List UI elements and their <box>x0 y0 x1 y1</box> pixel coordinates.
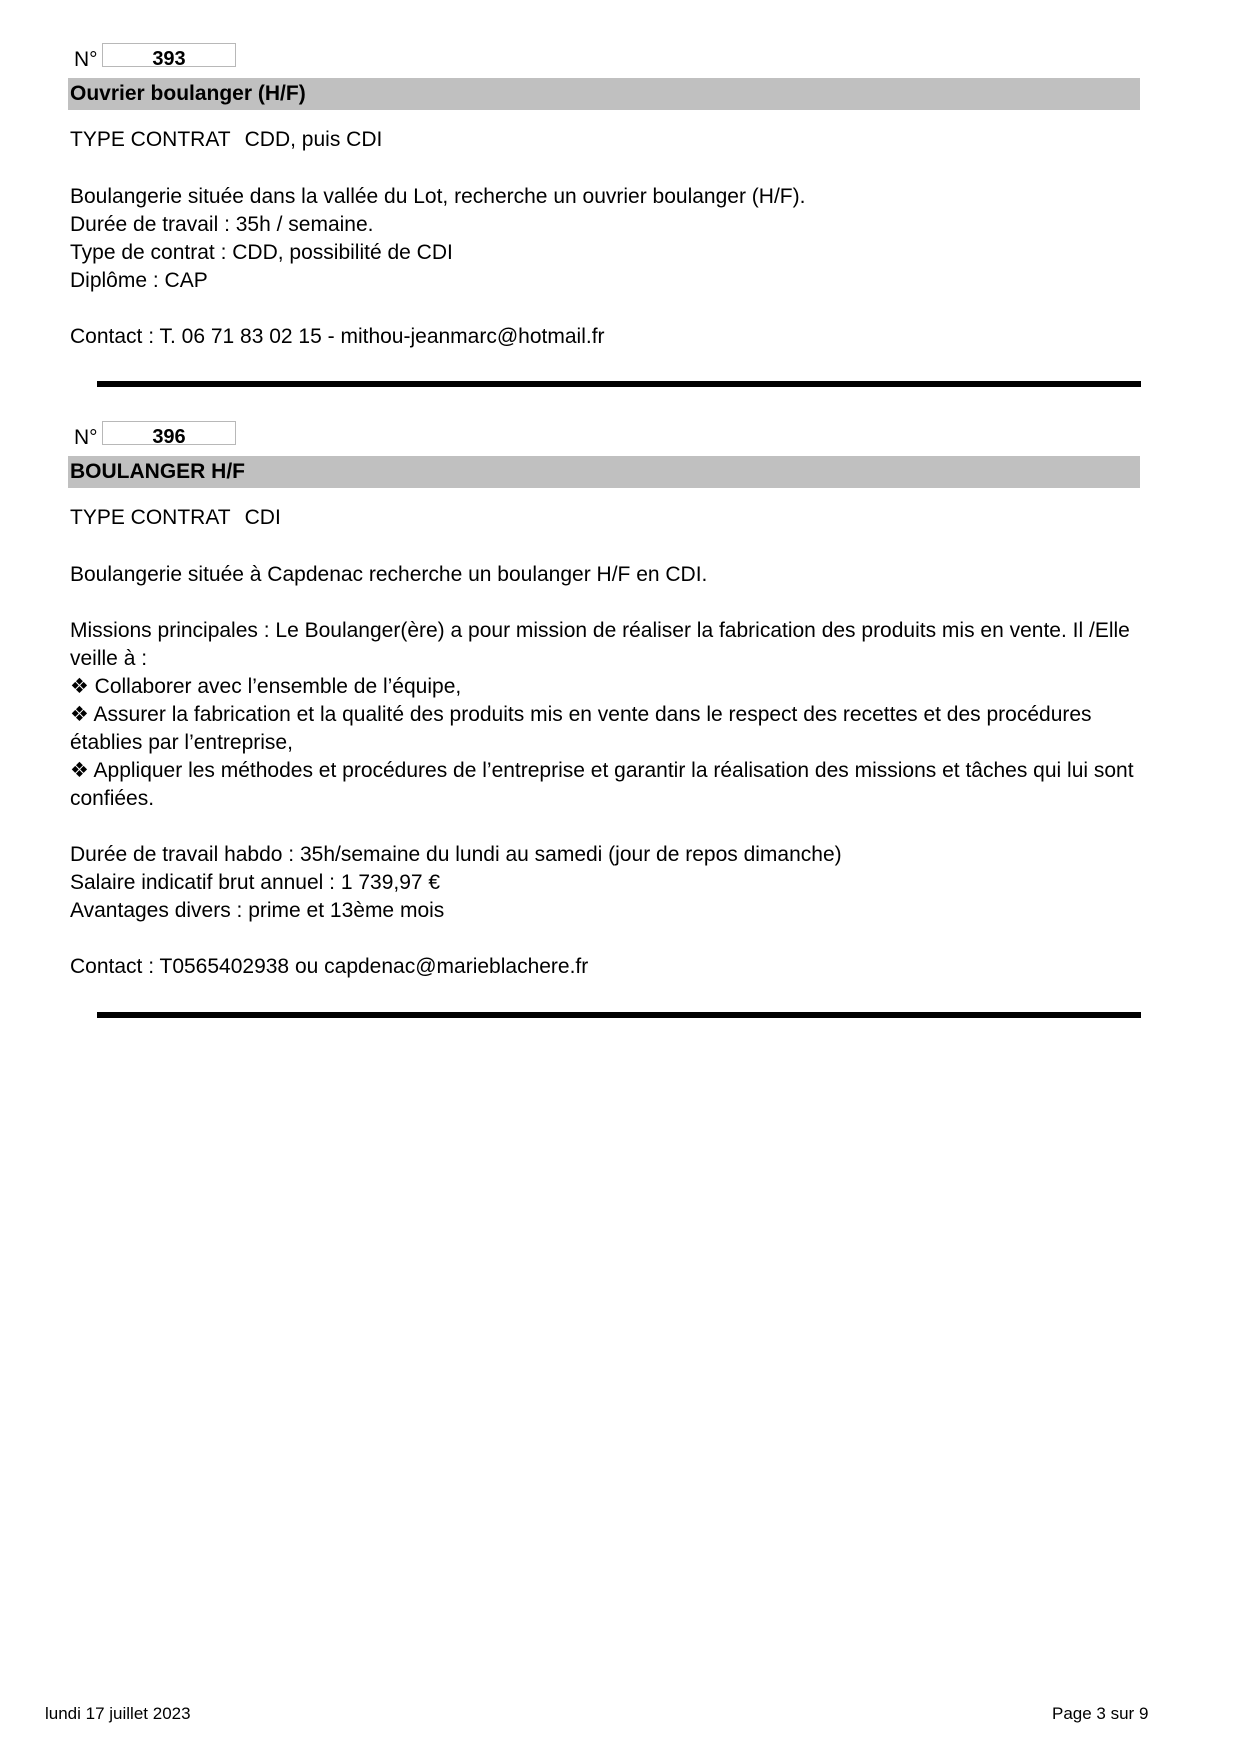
offer-description <box>68 561 1140 981</box>
offer-number-box: 396 <box>102 421 236 445</box>
offer-title: Ouvrier boulanger (H/F) <box>68 78 1140 110</box>
separator-rule <box>97 1012 1141 1018</box>
footer-page-number: Page 3 sur 9 <box>1052 1704 1149 1723</box>
mission-bullet: ❖ Collaborer avec l’ensemble de l’équipe, <box>70 675 462 698</box>
description-line: Boulangerie située dans la vallée du Lot, recherche un ouvrier boulanger (H/F). <box>70 185 806 208</box>
offer-number-label: N° <box>74 426 98 449</box>
offer-description <box>68 183 1140 351</box>
offer-number-row <box>68 43 1140 73</box>
description-line: Avantages divers : prime et 13ème mois <box>70 899 445 922</box>
offer-number-box: 393 <box>102 43 236 67</box>
description-line: Durée de travail : 35h / semaine. <box>70 213 374 236</box>
separator-rule <box>97 381 1141 387</box>
description-line: Boulangerie située à Capdenac recherche un boulanger H/F en CDI. <box>70 563 708 586</box>
contract-type-value: CDI <box>244 506 281 529</box>
contract-type-row <box>68 127 1140 153</box>
contract-type-value: CDD, puis CDI <box>244 128 383 151</box>
job-offer-393 <box>68 43 1140 351</box>
contract-type-label: TYPE CONTRAT <box>70 506 231 529</box>
offer-number-label: N° <box>74 48 98 71</box>
mission-bullet: ❖ Appliquer les méthodes et procédures de l’entreprise et garantir la réalisation des missions et tâches qui lui sont confiées. <box>70 759 1134 810</box>
description-line <box>70 813 1140 841</box>
contact-line: Contact : T. 06 71 83 02 15 - mithou-jeanmarc@hotmail.fr <box>70 325 605 348</box>
mission-bullet: ❖ Assurer la fabrication et la qualité des produits mis en vente dans le respect des recettes et des procédures établies par l’entreprise, <box>70 703 1092 754</box>
description-line <box>70 925 1140 953</box>
job-offer-396 <box>68 421 1140 981</box>
salary-line: Salaire indicatif brut annuel : 1 739,97 € <box>70 871 441 894</box>
description-line: Type de contrat : CDD, possibilité de CDI <box>70 241 453 264</box>
description-line <box>70 589 1140 617</box>
footer-date: lundi 17 juillet 2023 <box>45 1704 191 1723</box>
offer-title: BOULANGER H/F <box>68 456 1140 488</box>
contact-line: Contact : T0565402938 ou capdenac@marieblachere.fr <box>70 955 589 978</box>
offer-number-row <box>68 421 1140 451</box>
contract-type-label: TYPE CONTRAT <box>70 128 231 151</box>
description-line <box>70 295 1140 323</box>
contract-type-row <box>68 505 1140 531</box>
description-line: Durée de travail habdo : 35h/semaine du lundi au samedi (jour de repos dimanche) <box>70 843 842 866</box>
description-line: Diplôme : CAP <box>70 269 208 292</box>
missions-paragraph: Missions principales : Le Boulanger(ère) a pour mission de réaliser la fabrication des produits mis en vente. Il /Elle veille à : <box>70 619 1130 670</box>
